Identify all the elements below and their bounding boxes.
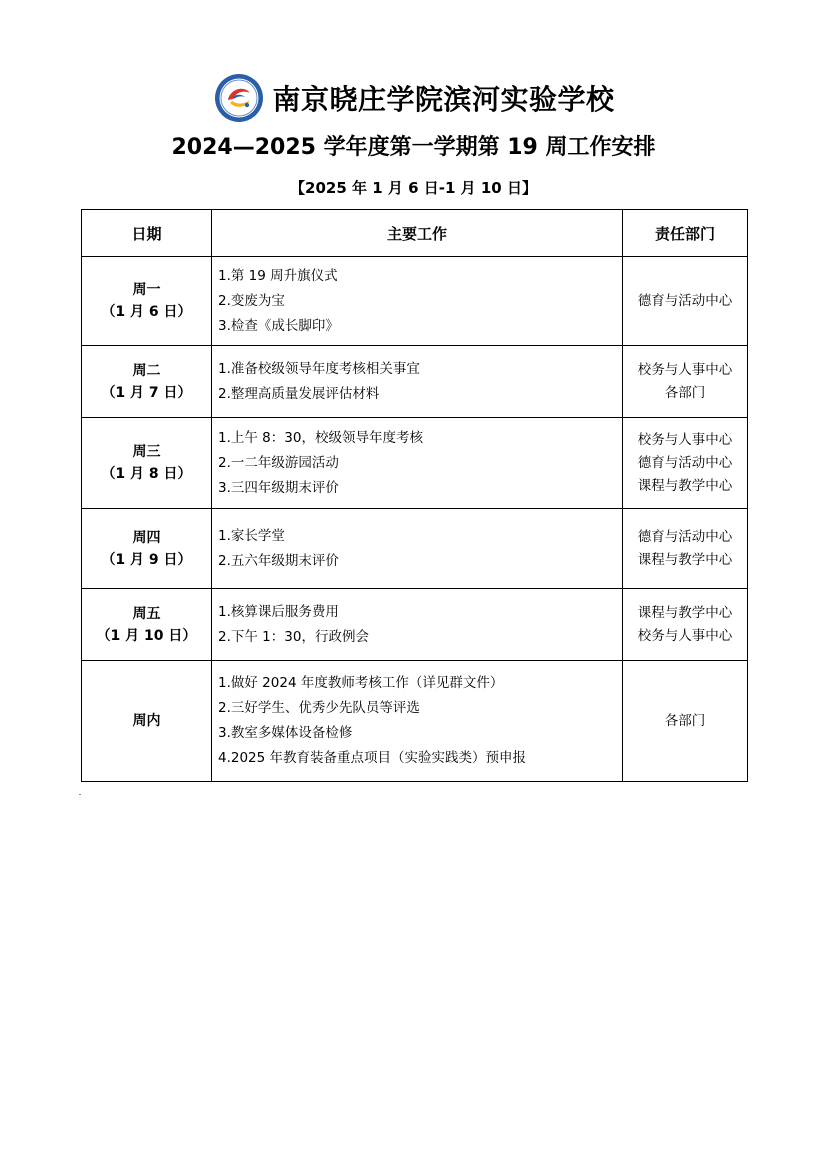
work-item: 1.做好 2024 年度教师考核工作（详见群文件） <box>218 675 504 691</box>
day-name: 周三 <box>132 444 161 460</box>
day-date: （1 月 9 日） <box>101 551 192 568</box>
table-row <box>82 418 748 509</box>
table-row <box>82 346 748 418</box>
dept-item: 德育与活动中心 <box>637 528 733 545</box>
day-name: 周四 <box>132 529 161 546</box>
dept-item: 校务与人事中心 <box>637 361 733 378</box>
table-header-row <box>82 210 748 257</box>
table-row <box>82 661 748 782</box>
day-cell <box>82 509 212 589</box>
day-name: 周一 <box>132 282 161 298</box>
work-item: 4.2025 年教育装备重点项目（实验实践类）预申报 <box>218 750 527 766</box>
work-item: 2.整理高质量发展评估材料 <box>218 385 380 402</box>
work-item: 1.上午 8：30，校级领导年度考核 <box>218 429 423 446</box>
work-cell <box>212 589 623 661</box>
dept-cell <box>623 509 748 589</box>
day-cell <box>82 346 212 418</box>
dept-cell <box>623 346 748 418</box>
work-cell <box>212 257 623 346</box>
day-date: （1 月 8 日） <box>101 466 192 482</box>
dept-item: 各部门 <box>664 712 706 729</box>
work-cell <box>212 509 623 589</box>
table-row <box>82 509 748 589</box>
work-item: 2.一二年级游园活动 <box>218 454 339 471</box>
day-name: 周内 <box>132 713 161 729</box>
dept-cell <box>623 418 748 509</box>
dept-item: 课程与教学中心 <box>637 477 733 494</box>
dept-item: 课程与教学中心 <box>637 551 733 568</box>
work-item: 3.检查《成长脚印》 <box>218 317 339 334</box>
day-name: 周二 <box>132 362 161 379</box>
work-item: 3.三四年级期末评价 <box>218 479 339 496</box>
dept-item: 德育与活动中心 <box>637 292 733 309</box>
dept-cell <box>623 257 748 346</box>
day-cell <box>82 589 212 661</box>
page-mark <box>79 794 81 795</box>
dept-cell <box>623 661 748 782</box>
work-item: 2.三好学生、优秀少先队员等评选 <box>218 700 420 716</box>
day-cell <box>82 257 212 346</box>
work-item: 1.家长学堂 <box>218 527 285 544</box>
column-header-work: 主要工作 <box>212 210 623 257</box>
work-item: 3.教室多媒体设备检修 <box>218 725 353 741</box>
date-range: 【2025 年 1 月 6 日-1 月 10 日】 <box>290 179 537 197</box>
dept-item: 各部门 <box>664 384 706 401</box>
dept-item: 德育与活动中心 <box>637 454 733 471</box>
work-item: 1.准备校级领导年度考核相关事宜 <box>218 360 420 377</box>
dept-item: 校务与人事中心 <box>637 431 733 448</box>
work-item: 2.下午 1：30，行政例会 <box>218 628 369 645</box>
work-cell <box>212 418 623 509</box>
column-header-dept: 责任部门 <box>623 210 748 257</box>
day-date: （1 月 10 日） <box>96 627 197 644</box>
document-header <box>0 72 827 124</box>
dept-item: 课程与教学中心 <box>637 604 733 621</box>
dept-item: 校务与人事中心 <box>637 627 733 644</box>
school-emblem-icon <box>214 73 264 123</box>
day-date: （1 月 7 日） <box>101 384 192 401</box>
school-name: 南京晓庄学院滨河实验学校 <box>272 83 615 116</box>
work-item: 2.变废为宝 <box>218 292 285 309</box>
page-title: 2024—2025 学年度第一学期第 19 周工作安排 <box>171 135 656 160</box>
day-name: 周五 <box>132 605 161 622</box>
work-cell <box>212 346 623 418</box>
day-cell <box>82 418 212 509</box>
day-cell <box>82 661 212 782</box>
work-item: 2.五六年级期末评价 <box>218 552 339 569</box>
work-item: 1.第 19 周升旗仪式 <box>218 267 338 284</box>
work-cell <box>212 661 623 782</box>
schedule-table <box>81 209 748 782</box>
table-row <box>82 589 748 661</box>
dept-cell <box>623 589 748 661</box>
work-item: 1.核算课后服务费用 <box>218 603 339 620</box>
column-header-date: 日期 <box>82 210 212 257</box>
table-row <box>82 257 748 346</box>
day-date: （1 月 6 日） <box>101 304 192 320</box>
